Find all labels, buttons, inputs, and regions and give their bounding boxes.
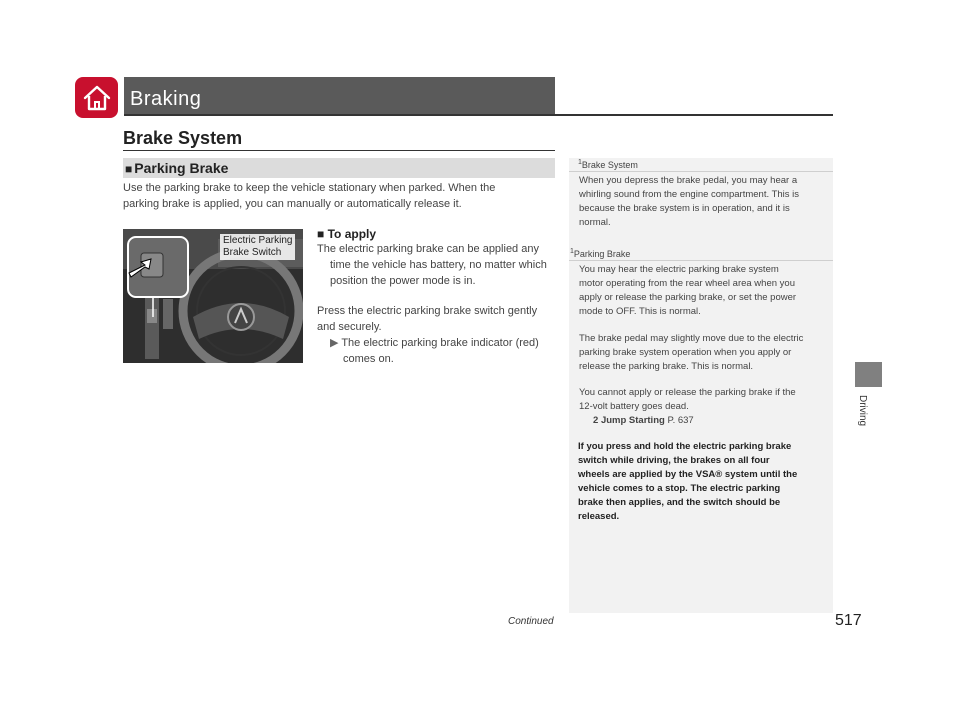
note-parking-brake-title [570,248,630,259]
chapter-title: Braking [130,88,202,110]
section-divider [123,150,555,151]
reference-icon: 2 [593,415,599,426]
warning-line: If you press and hold the electric parking brake [578,441,792,452]
apply-result-1 [330,335,539,351]
notes-panel [569,158,833,613]
reference-page: P. 637 [667,415,694,426]
note-line: 12-volt battery goes dead. [579,401,689,412]
apply-heading [317,227,376,241]
home-icon[interactable] [75,77,118,118]
section-title: Brake System [123,128,243,148]
warning-line: wheels are applied by the VSA® system until the [578,469,798,480]
result-arrow-icon: ▶ [330,337,339,349]
square-bullet-icon: ■ [317,227,325,241]
note-title-text: Parking Brake [573,249,631,259]
warning-line: switch while driving, the brakes on all four [578,455,770,466]
apply-line-2: time the vehicle has battery, no matter which [330,259,547,271]
note-line: release the parking brake. This is normal. [579,361,754,372]
subheading [125,160,228,176]
note-divider [569,171,833,172]
note-line: normal. [579,217,611,228]
chapter-title-bar [124,77,555,114]
note-line: because the brake system is in operation, and it is [579,203,790,214]
note-line: You cannot apply or release the parking brake if the [579,387,796,398]
chapter-tab-label: Driving [857,395,868,427]
note-line: whirling sound from the engine compartment. This is [579,189,800,200]
note-number: 1 [570,248,574,255]
apply-heading-label: To apply [327,227,377,241]
note-line: parking brake system operation when you apply or [579,347,792,358]
square-bullet-icon: ■ [125,162,133,176]
reference-title: Jump Starting [600,415,665,426]
note-line: The brake pedal may slightly move due to the electric [579,333,804,344]
note-line: When you depress the brake pedal, you may hear a [579,175,798,186]
intro-line-2: parking brake is applied, you can manually or automatically release it. [123,198,462,210]
subheading-bar [123,158,555,178]
note-title-text: Brake System [581,160,638,170]
intro-line-1: Use the parking brake to keep the vehicle stationary when parked. When the [123,182,496,194]
continued-label: Continued [508,616,554,627]
house-glyph [81,83,113,113]
subheading-label: Parking Brake [134,160,229,176]
note-line: You may hear the electric parking brake system [579,264,779,275]
apply-result-2: comes on. [343,353,394,365]
apply-result-text: The electric parking brake indicator (red) [341,337,539,349]
callout-line-1: Electric Parking [223,235,293,246]
apply-line-5: and securely. [317,321,382,333]
note-line: motor operating from the rear wheel area when you [579,278,795,289]
apply-line-1: The electric parking brake can be applied any [317,243,539,255]
warning-line: brake then applies, and the switch should be [578,497,781,508]
note-brake-system-title [578,159,638,170]
page-number: 517 [835,612,862,629]
note-line: mode to OFF. This is normal. [579,306,701,317]
apply-line-4: Press the electric parking brake switch gently [317,305,538,317]
note-divider [569,260,833,261]
jump-starting-link[interactable] [593,414,694,428]
title-divider [124,114,833,116]
note-number: 1 [578,159,582,166]
switch-callout [220,234,295,260]
warning-line: vehicle comes to a stop. The electric parking [578,483,781,494]
warning-line: released. [578,511,620,522]
note-line: apply or release the parking brake, or set the power [579,292,797,303]
apply-line-3: position the power mode is in. [330,275,476,287]
chapter-tab[interactable] [855,362,882,387]
callout-line-2: Brake Switch [223,247,282,258]
